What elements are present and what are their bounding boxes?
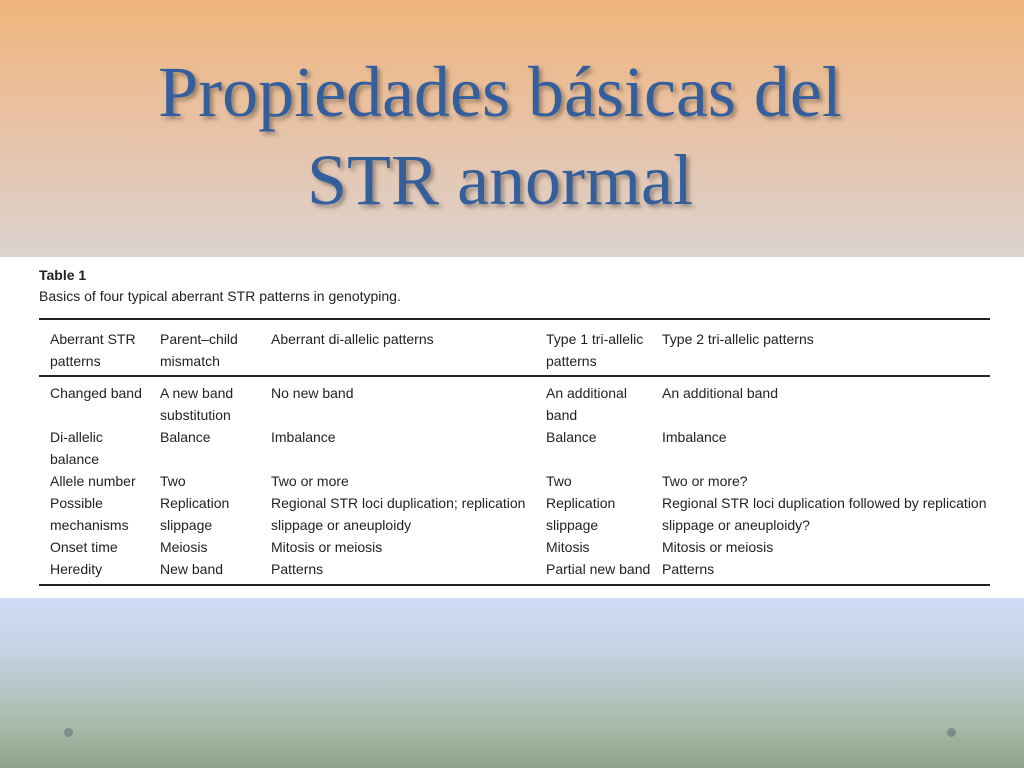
table-row [39, 558, 990, 585]
table-cell: Patterns [662, 561, 715, 577]
header-type1-tri-allelic: Type 1 tri-allelic patterns [546, 331, 644, 369]
table-cell: An additional band [662, 385, 778, 401]
table-row [39, 536, 990, 558]
table-caption: Basics of four typical aberrant STR patterns in genotyping. [39, 288, 401, 304]
table-header-row [39, 319, 990, 376]
table-cell: Mitosis or meiosis [662, 539, 774, 555]
table-cell: New band [160, 561, 224, 577]
decorative-dot-left [64, 728, 73, 737]
table-cell: Balance [160, 429, 211, 445]
str-patterns-table [39, 318, 990, 586]
table-figure [0, 257, 1024, 598]
table-cell: Two or more? [662, 473, 748, 489]
table-cell: Imbalance [271, 429, 336, 445]
table-cell: Regional STR loci duplication followed by replication slippage or aneuploidy? [662, 495, 987, 533]
table-cell: Mitosis or meiosis [271, 539, 383, 555]
table-cell: Balance [546, 429, 597, 445]
row-label: Heredity [50, 561, 103, 577]
header-aberrant-str-patterns: Aberrant STR patterns [50, 331, 136, 369]
footer-background [0, 598, 1024, 768]
table-cell: A new band substitution [160, 385, 234, 423]
row-label: Possible mechanisms [50, 495, 129, 533]
table-cell: Mitosis [546, 539, 590, 555]
table-cell: Imbalance [662, 429, 727, 445]
table-cell: Patterns [271, 561, 324, 577]
table-row [39, 492, 990, 536]
slide-title-line-1: Propiedades básicas del [158, 52, 842, 132]
header-type2-tri-allelic: Type 2 tri-allelic patterns [662, 331, 814, 347]
table-cell: No new band [271, 385, 354, 401]
table-row [39, 376, 990, 426]
table-cell: An additional band [546, 385, 627, 423]
table-row [39, 426, 990, 470]
decorative-dot-right [947, 728, 956, 737]
table-label: Table 1 [39, 267, 87, 283]
row-label: Di-allelic balance [50, 429, 103, 467]
table-cell: Two or more [271, 473, 349, 489]
table-cell: Replication slippage [160, 495, 230, 533]
table-cell: Partial new band [546, 561, 651, 577]
row-label: Onset time [50, 539, 118, 555]
table-cell: Meiosis [160, 539, 208, 555]
table-cell: Regional STR loci duplication; replication slippage or aneuploidy [271, 495, 526, 533]
slide-title [0, 48, 1000, 224]
slide-title-line-2: STR anormal [307, 140, 693, 220]
table-row [39, 470, 990, 492]
table-cell: Two [546, 473, 572, 489]
row-label: Allele number [50, 473, 136, 489]
table-cell: Two [160, 473, 186, 489]
table-cell: Replication slippage [546, 495, 616, 533]
header-aberrant-di-allelic: Aberrant di-allelic patterns [271, 331, 434, 347]
row-label: Changed band [50, 385, 142, 401]
header-parent-child-mismatch: Parent–child mismatch [160, 331, 238, 369]
